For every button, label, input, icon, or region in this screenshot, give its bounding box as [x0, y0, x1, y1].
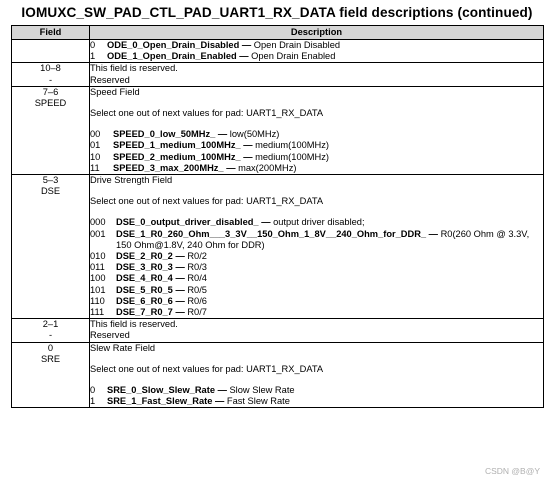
enum-code: 010: [90, 251, 106, 262]
field-cell: [12, 40, 90, 63]
enum-name: DSE_0_output_driver_disabled_: [116, 217, 259, 228]
field-descriptions-table: [11, 25, 544, 408]
watermark: CSDN @B@Y: [484, 466, 540, 476]
description-cell: [90, 342, 544, 408]
table-row-dse: [12, 175, 544, 319]
enum-name: DSE_3_R0_3: [116, 262, 173, 273]
enum-desc: Fast Slew Rate: [226, 396, 290, 407]
enum-desc: medium(100MHz): [255, 151, 329, 162]
enum-name: DSE_2_R0_2: [116, 251, 173, 262]
description-cell: [90, 319, 544, 342]
field-heading: Speed Field: [90, 86, 140, 97]
enum-row: [90, 229, 543, 251]
table-title: IOMUXC_SW_PAD_CTL_PAD_UART1_RX_DATA field descriptions (continued): [21, 5, 533, 20]
enum-code: 10: [90, 151, 101, 162]
enum-sep: —: [240, 151, 256, 162]
enum-code: 001: [90, 228, 106, 239]
table-row-reserved-10-8: [12, 63, 544, 86]
enum-name: SRE_1_Fast_Slew_Rate: [107, 396, 213, 407]
enum-row: [90, 140, 543, 151]
enum-name: DSE_5_R0_5: [116, 284, 173, 295]
select-note: Select one out of next values for pad: UART1_RX_DATA: [90, 196, 324, 207]
enum-sep: —: [215, 385, 230, 396]
enum-desc: Open Drain Enabled: [251, 51, 336, 62]
field-heading: Drive Strength Field: [90, 175, 173, 186]
select-note: Select one out of next values for pad: UART1_RX_DATA: [90, 363, 324, 374]
enum-desc: medium(100MHz): [255, 140, 329, 151]
enum-sep: —: [172, 307, 188, 318]
enum-sep: —: [215, 129, 230, 140]
description-cell: [90, 86, 544, 174]
table-row-reserved-2-1: [12, 319, 544, 342]
enum-sep: —: [258, 217, 274, 228]
enum-name: DSE_6_R0_6: [116, 295, 173, 306]
description-cell: [90, 175, 544, 319]
enum-desc: Open Drain Disabled: [253, 40, 341, 50]
field-cell: [12, 175, 90, 319]
enum-name: DSE_7_R0_7: [116, 307, 173, 318]
field-name: SRE: [40, 353, 61, 364]
field-heading: Slew Rate Field: [90, 342, 156, 353]
enum-row: [90, 251, 543, 262]
header-description: Description: [90, 26, 544, 40]
reserved-line: Reserved: [90, 74, 130, 85]
reserved-line: This field is reserved.: [90, 63, 178, 74]
reserved-line: This field is reserved.: [90, 319, 178, 330]
enum-desc: R0/5: [187, 284, 207, 295]
field-name: DSE: [40, 186, 61, 197]
enum-name: SPEED_1_medium_100MHz_: [113, 140, 241, 151]
enum-row: [90, 217, 543, 228]
enum-sep: —: [212, 396, 227, 407]
enum-code: 110: [90, 295, 105, 306]
enum-sep: —: [172, 262, 188, 273]
enum-code: 01: [90, 140, 101, 151]
select-note: Select one out of next values for pad: UART1_RX_DATA: [90, 108, 324, 119]
enum-sep: —: [172, 284, 188, 295]
header-field: Field: [12, 26, 90, 40]
enum-sep: —: [172, 295, 188, 306]
field-name: -: [48, 74, 53, 85]
field-bits: 7–6: [42, 86, 59, 97]
table-row-sre: [12, 342, 544, 408]
field-cell: [12, 342, 90, 408]
enum-desc: low(50MHz): [229, 129, 280, 140]
field-name: -: [48, 330, 53, 341]
enum-row: [90, 296, 543, 307]
enum-code: 101: [90, 284, 106, 295]
description-cell: [90, 63, 544, 86]
field-cell: [12, 63, 90, 86]
enum-sep: —: [240, 140, 256, 151]
enum-desc: output driver disabled;: [273, 217, 365, 228]
enum-desc: R0/4: [187, 273, 207, 284]
enum-desc: R0/7: [187, 307, 207, 318]
enum-sep: —: [236, 51, 252, 62]
enum-row: [90, 285, 543, 296]
enum-sep: —: [239, 40, 254, 50]
field-name: SPEED: [34, 98, 67, 109]
reserved-line: Reserved: [90, 330, 130, 341]
enum-code: 1: [90, 396, 96, 407]
enum-row: [90, 307, 543, 318]
field-bits: 5–3: [42, 175, 59, 186]
enum-row: [90, 129, 543, 140]
enum-row: [90, 262, 543, 273]
enum-name: SPEED_0_low_50MHz_: [113, 129, 216, 140]
enum-code: 00: [90, 129, 101, 140]
enum-code: 0: [90, 40, 96, 50]
enum-desc: R0/2: [187, 251, 207, 262]
description-cell: [90, 40, 544, 63]
enum-sep: —: [172, 273, 188, 284]
enum-desc: R0/3: [187, 262, 207, 273]
enum-desc: max(200MHz): [238, 162, 297, 173]
enum-row: [90, 51, 543, 62]
table-row-speed: [12, 86, 544, 174]
enum-code: 000: [90, 217, 106, 228]
enum-code: 1: [90, 51, 96, 62]
field-bits: 0: [47, 342, 54, 353]
field-bits: 2–1: [42, 319, 59, 330]
enum-row: [90, 163, 543, 174]
enum-sep: —: [223, 162, 239, 173]
field-bits: 10–8: [40, 63, 61, 74]
enum-name: SPEED_2_medium_100MHz_: [113, 151, 241, 162]
enum-row: [90, 152, 543, 163]
enum-code: 111: [90, 307, 105, 318]
enum-row: [90, 273, 543, 284]
enum-code: 100: [90, 273, 106, 284]
enum-name: SPEED_3_max_200MHz_: [113, 162, 224, 173]
enum-desc: R0(260 Ohm @ 3.3V, 150 Ohm@1.8V, 240 Ohm for DDR): [116, 228, 530, 250]
enum-code: 0: [90, 385, 96, 396]
enum-name: ODE_1_Open_Drain_Enabled: [107, 51, 237, 62]
enum-name: DSE_1_R0_260_Ohm___3_3V__150_Ohm_1_8V__240_Ohm_for_DDR_: [116, 228, 427, 239]
enum-name: SRE_0_Slow_Slew_Rate: [107, 385, 215, 396]
enum-desc: R0/6: [187, 295, 207, 306]
enum-desc: Slow Slew Rate: [229, 385, 295, 396]
enum-row: [90, 40, 543, 51]
enum-row: [90, 385, 543, 396]
enum-sep: —: [426, 228, 441, 239]
enum-sep: —: [172, 251, 188, 262]
enum-name: ODE_0_Open_Drain_Disabled: [107, 40, 240, 50]
enum-code: 011: [90, 262, 105, 273]
field-cell: [12, 86, 90, 174]
field-cell: [12, 319, 90, 342]
enum-name: DSE_4_R0_4: [116, 273, 173, 284]
table-row-ode: [12, 40, 544, 63]
enum-code: 11: [90, 162, 100, 173]
enum-row: [90, 396, 543, 407]
table-header-row: [12, 26, 544, 40]
